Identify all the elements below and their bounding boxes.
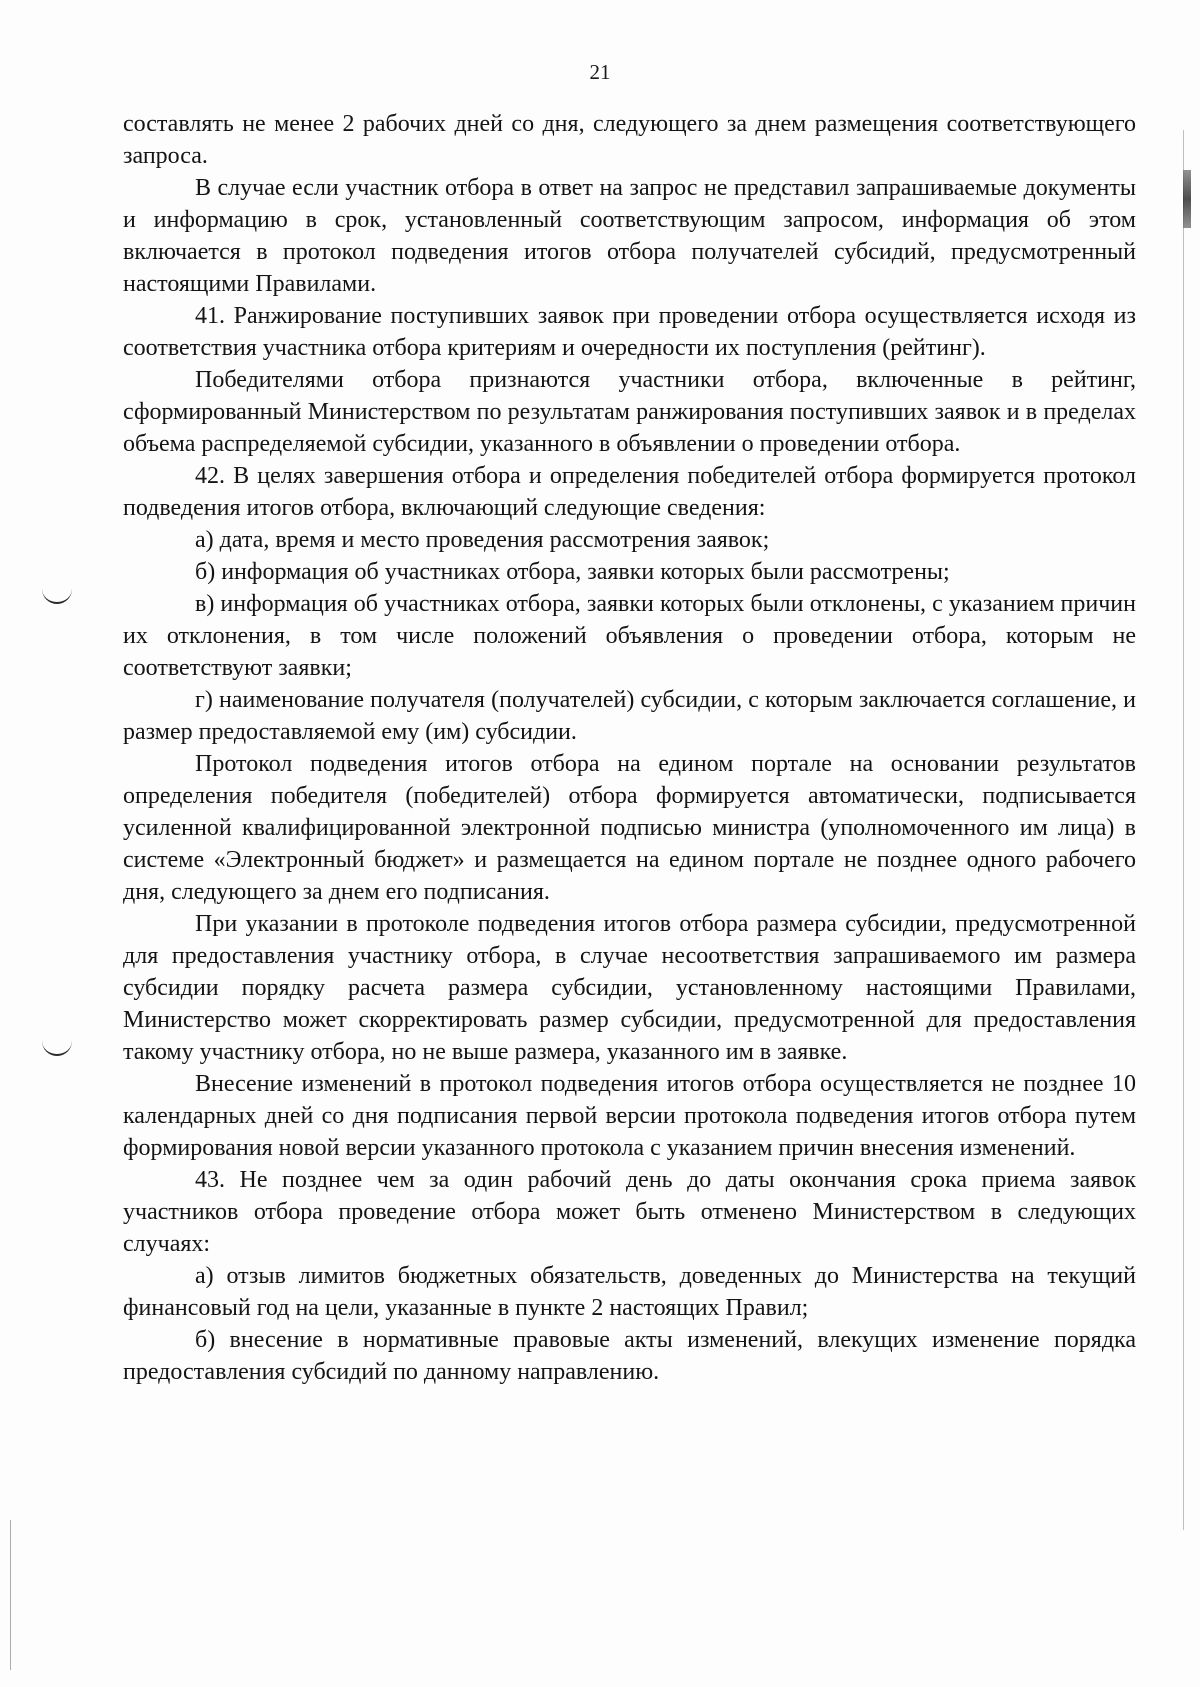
- paragraph: а) дата, время и место проведения рассмотрения заявок;: [195, 527, 770, 553]
- paragraph: Протокол подведения итогов отбора на едином портале на основании результатов определения победителя (победителей) отбора формируется автоматически, подписывается усиленной квалифицированной электронной подписью министра (уполномоченного им лица) в системе «Электронный бюджет» и размещается на едином портале не позднее одного рабочего дня, следующего за днем его подписания.: [123, 751, 1136, 905]
- paragraph: В случае если участник отбора в ответ на запрос не представил запрашиваемые документы и информацию в срок, установленный соответствующим запросом, информация об этом включается в протокол подведения итогов отбора получателей субсидий, предусмотренный настоящими Правилами.: [123, 175, 1136, 297]
- paragraph: 41. Ранжирование поступивших заявок при проведении отбора осуществляется исходя из соответствия участника отбора критериям и очередности их поступления (рейтинг).: [123, 303, 1136, 361]
- paragraph: а) отзыв лимитов бюджетных обязательств, доведенных до Министерства на текущий финансовый год на цели, указанные в пункте 2 настоящих Правил;: [123, 1263, 1136, 1321]
- paragraph: в) информация об участниках отбора, заявки которых были отклонены, с указанием причин их отклонения, в том числе положений объявления о проведении отбора, которым не соответствуют заявки;: [123, 591, 1136, 681]
- paragraph: б) внесение в нормативные правовые акты изменений, влекущих изменение порядка предоставления субсидий по данному направлению.: [123, 1327, 1136, 1385]
- binder-mark: [1183, 170, 1191, 228]
- page-number: 21: [589, 60, 611, 84]
- paragraph: Победителями отбора признаются участники отбора, включенные в рейтинг, сформированный Министерством по результатам ранжирования поступивших заявок и в пределах объема распределяемой субсидии, указанного в объявлении о проведении отбора.: [123, 367, 1136, 457]
- scan-edge-line-left: [10, 1520, 11, 1670]
- document-body: [123, 108, 1136, 1388]
- paragraph: составлять не менее 2 рабочих дней со дня, следующего за днем размещения соответствующего запроса.: [123, 111, 1136, 169]
- paragraph: 43. Не позднее чем за один рабочий день до даты окончания срока приема заявок участников отбора проведение отбора может быть отменено Министерством в следующих случаях:: [123, 1167, 1136, 1257]
- scan-edge-line: [1183, 130, 1184, 1530]
- punch-hole-mark: [42, 588, 72, 604]
- paragraph: г) наименование получателя (получателей) субсидии, с которым заключается соглашение, и размер предоставляемой ему (им) субсидии.: [123, 687, 1136, 745]
- punch-hole-mark: [42, 1040, 72, 1056]
- paragraph: При указании в протоколе подведения итогов отбора размера субсидии, предусмотренной для предоставления участнику отбора, в случае несоответствия запрашиваемого им размера субсидии порядку расчета размера субсидии, установленному настоящими Правилами, Министерство может скорректировать размер субсидии, предусмотренной для предоставления такому участнику отбора, но не выше размера, указанного им в заявке.: [123, 911, 1136, 1065]
- paragraph: Внесение изменений в протокол подведения итогов отбора осуществляется не позднее 10 календарных дней со дня подписания первой версии протокола подведения итогов отбора путем формирования новой версии указанного протокола с указанием причин внесения изменений.: [123, 1071, 1136, 1161]
- paragraph: 42. В целях завершения отбора и определения победителей отбора формируется протокол подведения итогов отбора, включающий следующие сведения:: [123, 463, 1136, 521]
- paragraph: б) информация об участниках отбора, заявки которых были рассмотрены;: [195, 559, 950, 585]
